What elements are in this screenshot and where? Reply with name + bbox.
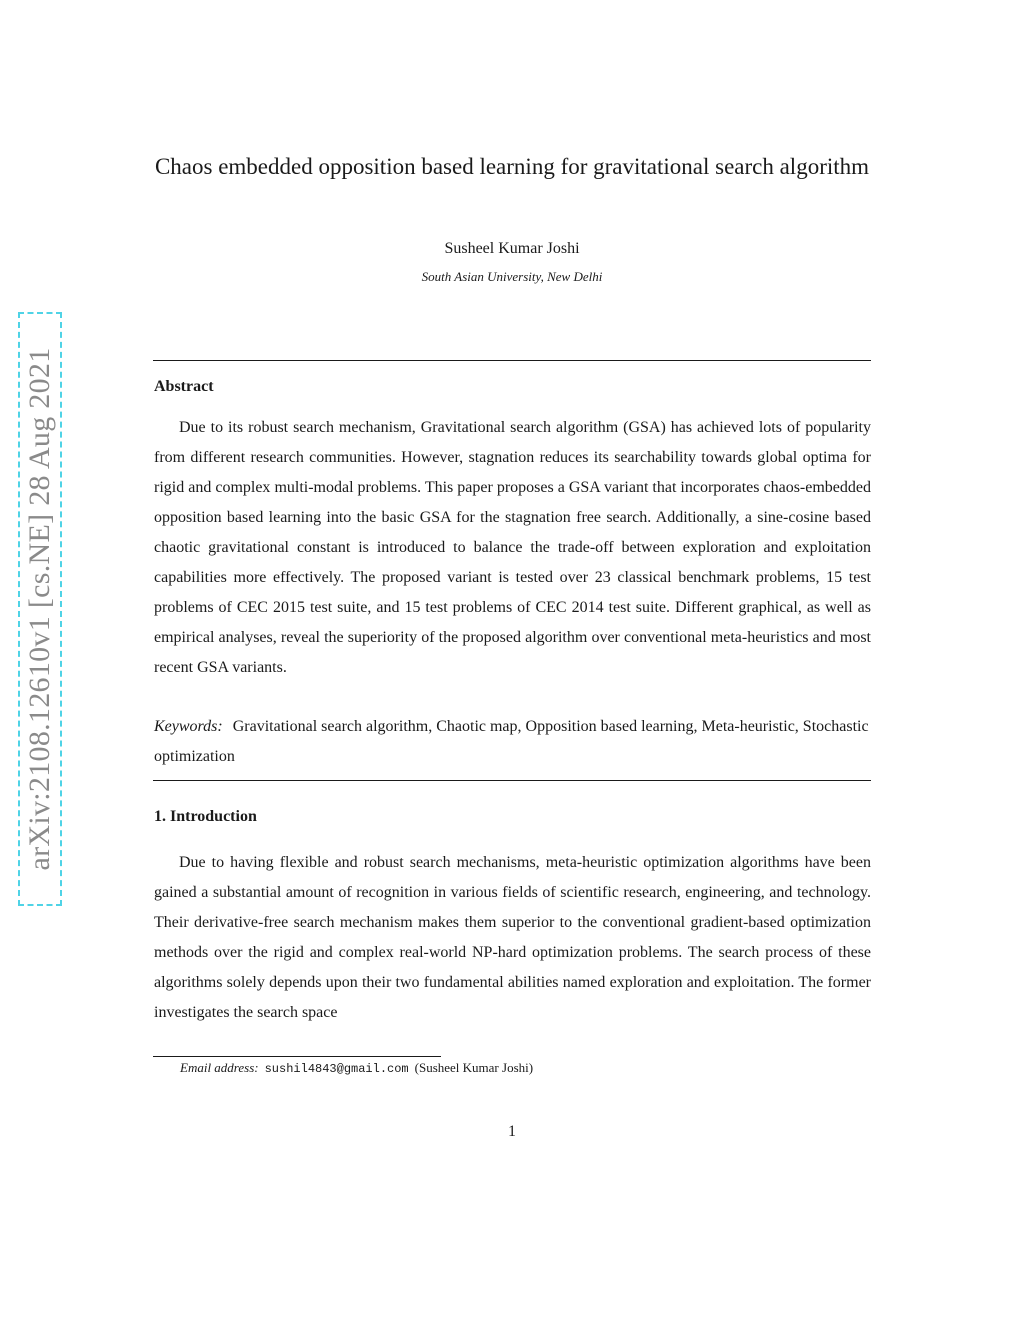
abstract-body: Due to its robust search mechanism, Gravitational search algorithm (GSA) has achieved lots of popularity from different research communities. However, stagnation reduces its searchability towards global optima for rigid and complex multi-modal problems. This paper proposes a GSA variant that incorporates chaos-embedded opposition based learning into the basic GSA for the stagnation free search. Additionally, a sine-cosine based chaotic gravitational constant is introduced to balance the trade-off between exploration and exploitation capabilities more effectively. The proposed variant is tested over 23 classical benchmark problems, 15 test problems of CEC 2015 test suite, and 15 test problems of CEC 2014 test suite. Different graphical, as well as empirical analyses, reveal the superiority of the proposed algorithm over conventional meta-heuristics and most recent GSA variants. (154, 419, 871, 676)
page-number: 1 (508, 1123, 516, 1140)
paper-title: Chaos embedded opposition based learning for gravitational search algorithm (154, 154, 870, 179)
keywords-line (154, 712, 871, 772)
keywords-list: Gravitational search algorithm, Chaotic map, Opposition based learning, Meta-heuristic, Stochastic optimization (154, 718, 869, 765)
footnote-email-link[interactable]: sushil4843@gmail.com (264, 1062, 409, 1076)
keywords-label: Keywords: (154, 718, 223, 735)
introduction-body: Due to having flexible and robust search mechanisms, meta-heuristic optimization algorithms have been gained a substantial amount of recognition in various fields of scientific research, engineering, and technology. Their derivative-free search mechanism makes them superior to the conventional gradient-based optimization methods over the rigid and complex real-world NP-hard optimization problems. The search process of these algorithms solely depends upon their two fundamental abilities named exploration and exploitation. The former investigates the search space (154, 854, 871, 1021)
footnote-rule (153, 1056, 441, 1057)
author-affiliation: South Asian University, New Delhi (421, 269, 603, 284)
footnote-label: Email address: (180, 1060, 259, 1075)
arxiv-stamp[interactable]: arXiv:2108.12610v1 [cs.NE] 28 Aug 2021 (23, 347, 56, 871)
introduction-heading: 1. Introduction (154, 808, 257, 825)
abstract-heading: Abstract (154, 378, 214, 395)
author-name: Susheel Kumar Joshi (444, 240, 580, 257)
abstract-top-rule (153, 360, 871, 361)
footnote (180, 1060, 533, 1076)
abstract-bottom-rule (153, 780, 871, 781)
footnote-name: (Susheel Kumar Joshi) (414, 1060, 534, 1075)
